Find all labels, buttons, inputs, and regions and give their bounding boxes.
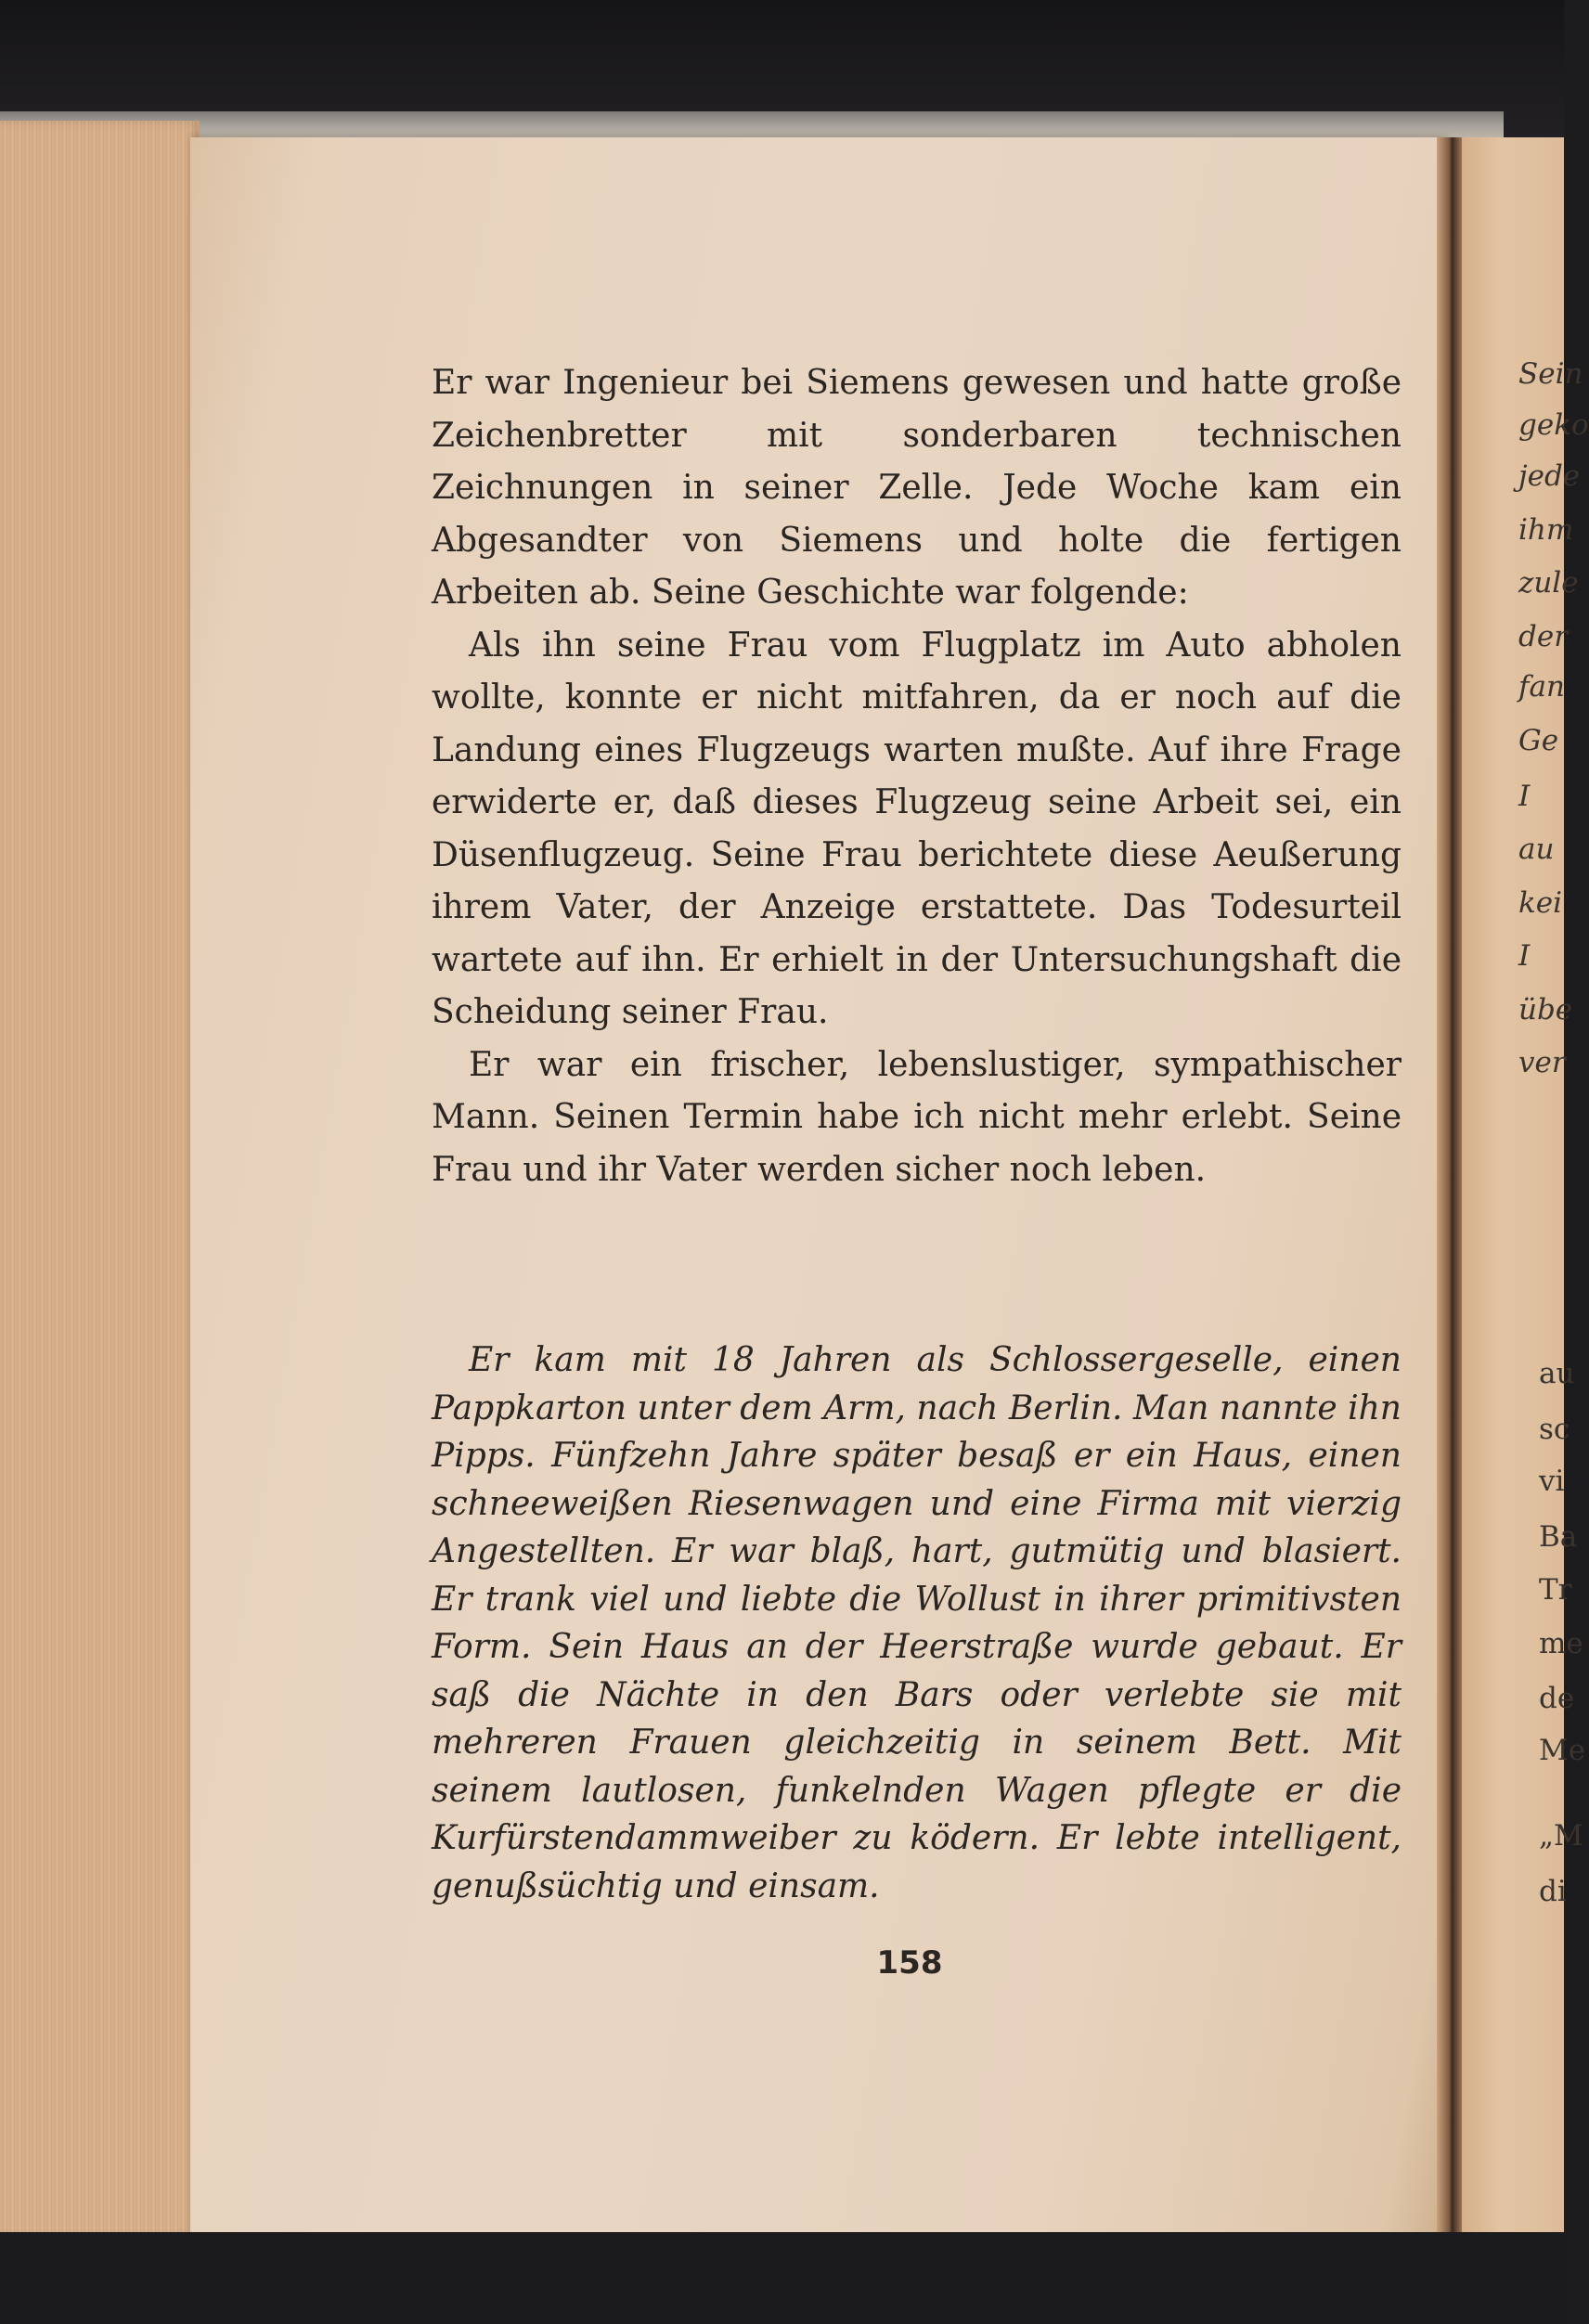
next-page-fragment: di <box>1539 1875 1567 1908</box>
next-page-fragment: de <box>1539 1682 1575 1715</box>
next-page-fragment: vi <box>1539 1465 1565 1498</box>
next-page-fragment: sc <box>1539 1413 1570 1446</box>
next-page-fragment: I <box>1518 780 1531 813</box>
next-page-fragment: ihm <box>1518 513 1574 547</box>
roman-text-block <box>432 357 1402 1196</box>
paragraph-3: Er war ein frischer, lebenslustiger, sympathischer Mann. Seinen Termin habe ich nicht mehr erlebt. Seine Frau und ihr Vater werden sicher noch leben. <box>432 1045 1402 1189</box>
next-page-fragment: jede <box>1518 459 1581 493</box>
next-page-fragment: übe <box>1518 993 1573 1026</box>
next-page-fragment: der <box>1518 620 1569 653</box>
next-page-fragment: au <box>1539 1357 1575 1390</box>
book-gutter <box>1437 137 1465 2237</box>
paragraph-2: Als ihn seine Frau vom Flugplatz im Auto abholen wollte, konnte er nicht mitfahren, da er noch auf die Landung eines Flugzeugs warten mußte. Auf ihre Frage erwiderte er, daß dieses Flugzeug seine Arbeit sei, ein Düsenflugzeug. Seine Frau berichtete diese Aeußerung ihrem Vater, der Anzeige erstattete. Das Todesurteil wartete auf ihn. Er erhielt in der Untersuchungshaft die Scheidung seiner Frau. <box>432 626 1402 1031</box>
page-stack <box>0 121 200 2237</box>
next-page-fragment: Sein <box>1518 357 1583 391</box>
paragraph-1: Er war Ingenieur bei Siemens gewesen und hatte große Zeichenbretter mit sonderbaren technischen Zeichnungen in seiner Zelle. Jede Woche kam ein Abgesandter von Siemens und holte die fertigen Arbeiten ab. Seine Geschichte war folgende: <box>432 364 1402 612</box>
next-page-fragment: kei <box>1518 886 1563 920</box>
next-page-fragment: Me <box>1539 1734 1586 1767</box>
next-page-fragment: I <box>1518 939 1531 973</box>
next-page-fragment: fan <box>1518 670 1565 704</box>
next-page-edge <box>1462 137 1564 2237</box>
next-page-fragment: ver <box>1518 1046 1566 1079</box>
next-page-fragment: me <box>1539 1627 1583 1660</box>
bottom-background <box>0 2232 1564 2324</box>
next-page-fragment: zule <box>1518 566 1579 600</box>
next-page-fragment: Ba <box>1539 1520 1578 1554</box>
next-page-fragment: „M <box>1539 1819 1583 1853</box>
next-page-fragment: geko <box>1518 408 1589 442</box>
next-page-fragment: au <box>1518 833 1555 866</box>
italic-paragraph: Er kam mit 18 Jahren als Schlossergeselle, einen Pappkarton unter dem Arm, nach Berlin. Man nannte ihn Pipps. Fünfzehn Jahre später besaß er ein Haus, einen schneeweißen Riesenwagen und eine Firma mit vierzig Angestellten. Er war blaß, hart, gutmütig und blasiert. Er trank viel und liebte die Wollust in ihrer primitivsten Form. Sein Haus an der Heerstraße wurde gebaut. Er saß die Nächte in den Bars oder verlebte sie mit mehreren Frauen gleichzeitig in seinem Bett. Mit seinem lautlosen, funkelnden Wagen pflegte er die Kurfürstendammweiber zu ködern. Er lebte intelligent, genußsüchtig und einsam. <box>432 1341 1402 1905</box>
italic-text-block <box>432 1336 1402 1910</box>
page-number: 158 <box>876 1944 943 1982</box>
next-page-fragment: Tr <box>1539 1573 1572 1607</box>
next-page-fragment: Ge <box>1518 724 1559 757</box>
